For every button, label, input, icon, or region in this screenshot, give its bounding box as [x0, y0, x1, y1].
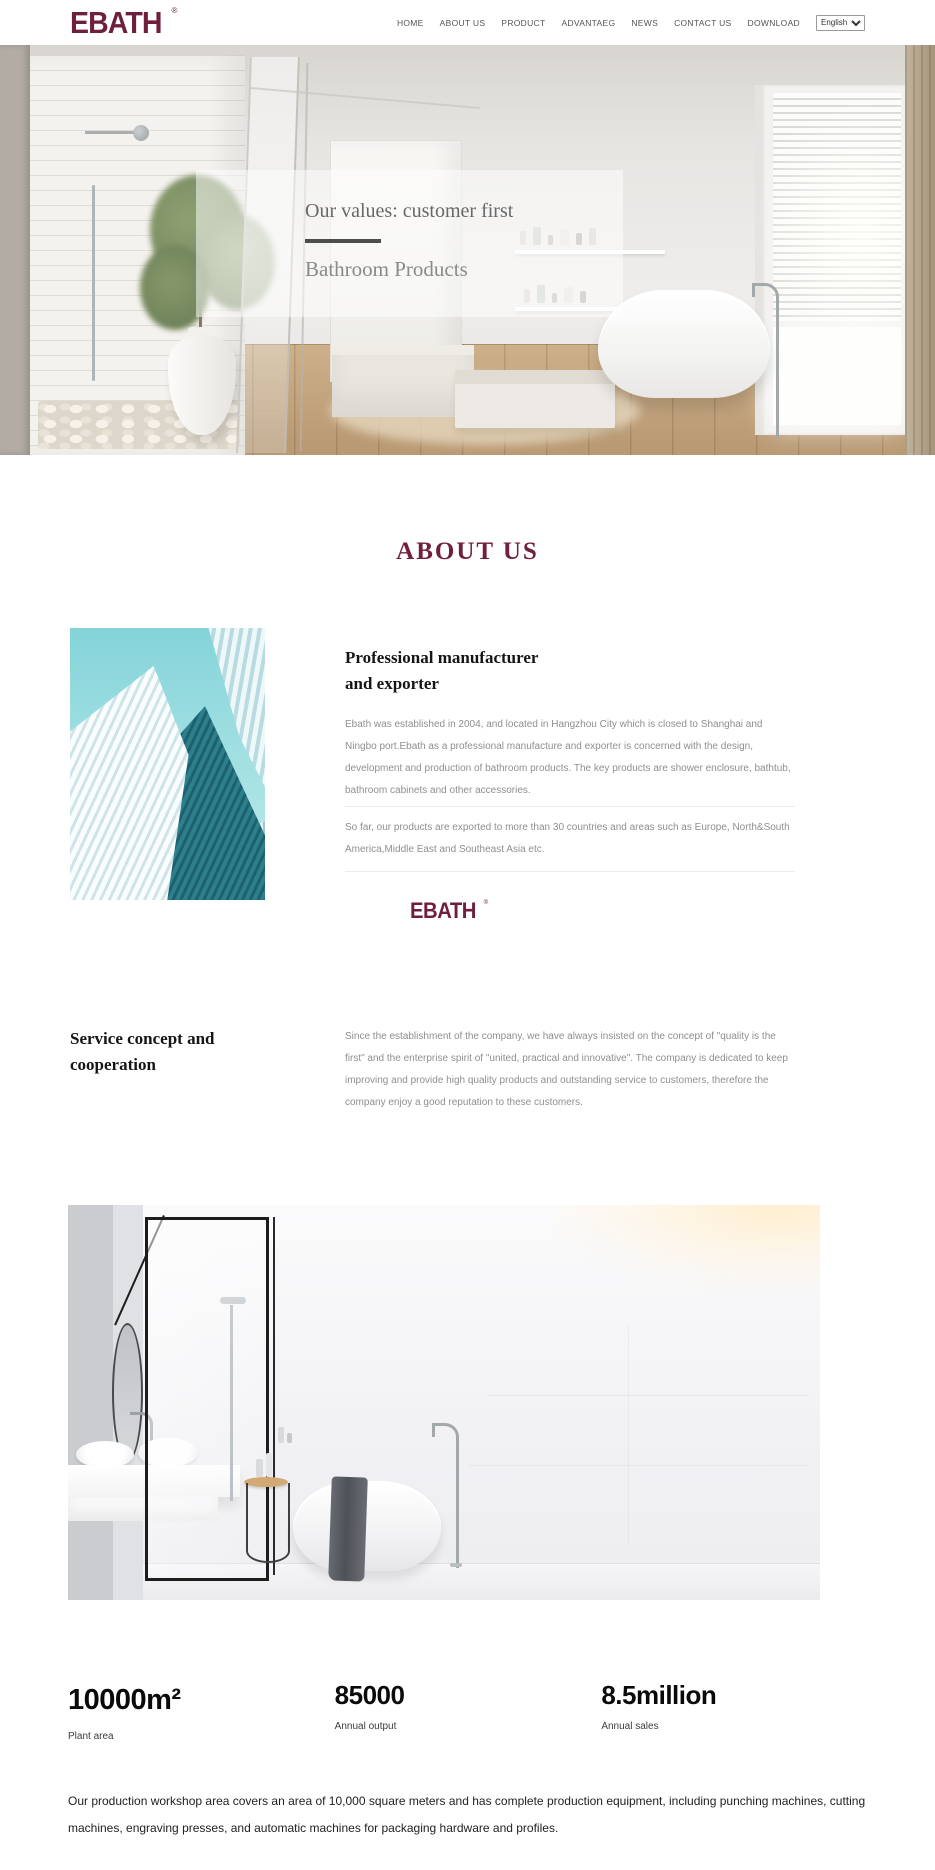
photo-wall-seam-shape — [488, 1395, 808, 1396]
divider-line — [345, 806, 795, 807]
main-nav — [397, 15, 865, 31]
about-heading-line2: and exporter — [345, 673, 439, 693]
hero-banner — [0, 45, 935, 455]
hero-curtain-shape — [905, 45, 935, 455]
nav-advantaeg[interactable]: ADVANTAEG — [561, 17, 616, 28]
stat-value: 8.5million — [601, 1680, 717, 1710]
workshop-bathroom-photo — [68, 1205, 820, 1600]
photo-floor-faucet-spout-shape — [432, 1425, 435, 1437]
about-inline-logo-reg: ® — [483, 900, 489, 906]
divider-line — [345, 871, 795, 872]
stat-label: Annual output — [334, 1721, 397, 1732]
photo-table-bottle-shape — [266, 1453, 272, 1477]
about-us-title: ABOUT US — [396, 538, 539, 565]
language-select[interactable] — [816, 15, 865, 31]
about-buildings-photo — [70, 628, 265, 900]
photo-wall-seam-shape — [628, 1325, 629, 1545]
production-paragraph: Our production workshop area covers an area of 10,000 square meters and has complete production equipment, including punching machines, cutting machines, engraving presses, and automatic machines for packaging hardware and profiles. — [68, 1794, 866, 1835]
about-paragraph-2: So far, our products are exported to more than 30 countries and areas such as Europe, North&South America,Middle East and Southeast Asia etc. — [345, 822, 790, 855]
hero-bathtub-shape — [598, 290, 770, 398]
nav-contact-us[interactable]: CONTACT US — [674, 17, 732, 28]
stat-value: 10000m² — [68, 1684, 181, 1716]
hero-cabinet-shape — [332, 345, 474, 417]
about-heading — [345, 645, 795, 696]
photo-wall-seam-shape — [468, 1465, 808, 1466]
nav-product[interactable]: PRODUCT — [501, 17, 546, 28]
service-heading-line1: Service concept and — [70, 1029, 215, 1048]
nav-about-us[interactable]: ABOUT US — [439, 17, 486, 28]
stat-label: Annual sales — [601, 1721, 659, 1732]
hero-floor-faucet-shape — [752, 283, 779, 438]
about-heading-line1: Professional manufacturer — [345, 648, 539, 667]
hero-subtitle: Bathroom Products — [305, 257, 468, 281]
nav-download[interactable]: DOWNLOAD — [747, 17, 800, 28]
hero-bench-shape — [455, 370, 615, 428]
hero-floor-faucet-spout-shape — [752, 285, 755, 297]
about-inline-logo-text: EBATH — [410, 898, 476, 923]
hero-divider — [305, 239, 381, 243]
nav-home[interactable]: HOME — [396, 17, 424, 28]
photo-bottle-shape — [287, 1433, 292, 1443]
hero-overlay-panel — [196, 170, 623, 317]
stat-annual-sales — [601, 1682, 868, 1742]
hero-shower-head-shape — [133, 125, 149, 141]
stat-annual-output — [335, 1682, 602, 1742]
photo-floor-faucet-shape — [432, 1423, 459, 1568]
about-text-column — [345, 645, 795, 922]
service-paragraph: Since the establishment of the company, we have always insisted on the concept of "quality is the first" and the enterprise spirit of "united, practical and innovative". The company is dedicated to keep improving and provide high quality products and outstanding service to customers, therefore the company enjoy a good reputation to these customers. — [345, 1031, 788, 1108]
brand-logo[interactable] — [70, 7, 177, 38]
stats-row — [68, 1682, 868, 1742]
header — [0, 0, 935, 45]
photo-bottle-shape — [278, 1427, 284, 1443]
photo-sink-bowl-shape — [76, 1441, 134, 1468]
photo-side-table-legs-shape — [246, 1483, 290, 1563]
about-inline-logo — [410, 900, 795, 922]
photo-cove-light-shape — [550, 1205, 820, 1325]
photo-floor-faucet-base-shape — [450, 1563, 462, 1567]
hero-shower-arm-shape — [85, 131, 140, 134]
service-heading-line2: cooperation — [70, 1054, 156, 1074]
photo-table-bottle-shape — [256, 1459, 263, 1477]
hero-left-wall-shape — [0, 45, 30, 455]
service-heading — [70, 1026, 350, 1077]
about-paragraph-1: Ebath was established in 2004, and located in Hangzhou City which is closed to Shanghai and Ningbo port.Ebath as a professional manufacture and exporter is concerned with the design, development and production of bathroom products. The key products are shower enclosure, bathtub, bathroom cabinets and other accessories. — [345, 719, 791, 796]
hero-slogan: Our values: customer first — [305, 200, 514, 222]
stat-value: 85000 — [334, 1680, 405, 1710]
hero-shower-rail-shape — [92, 185, 95, 381]
photo-left-wall-shape — [68, 1205, 113, 1600]
registered-mark: ® — [171, 6, 178, 15]
stat-label: Plant area — [68, 1731, 114, 1742]
stat-plant-area — [68, 1682, 335, 1742]
photo-towel-shape — [328, 1476, 368, 1581]
nav-news[interactable]: NEWS — [631, 17, 659, 28]
brand-logo-text: EBATH — [70, 5, 162, 40]
